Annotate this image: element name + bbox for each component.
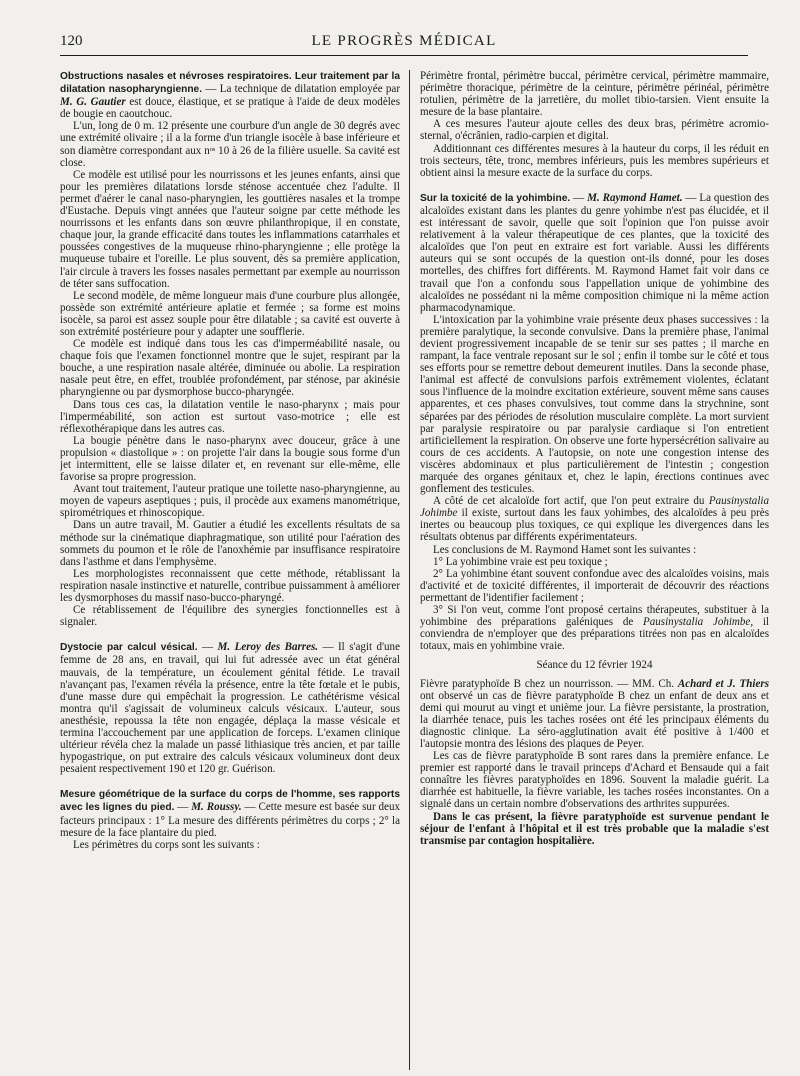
article-dystocia — [60, 641, 400, 775]
conclusion-item: 2° La yohimbine étant souvent confondue avec des alcaloïdes voisins, mais d'activité et de toxicité différentes, il importerait de découvrir des réactions permettant de l'identifier facilement ; — [420, 567, 769, 604]
paragraph: Additionnant ces différentes mesures à la hauteur du corps, il les réduit en trois secteurs, tête, tronc, membres inférieurs, puis les membres supérieurs et obtient ainsi la mesure exacte de la surface du corps. — [420, 142, 769, 179]
running-header — [60, 31, 748, 56]
paragraph: Dans le cas présent, la fièvre paratyphoïde est survenue pendant le séjour de l'enfant à l'hôpital et il est très probable que la maladie s'est transmise par contagion hospitalière. — [420, 810, 769, 847]
article-author: M. Leroy des Barres. — [217, 641, 319, 654]
article-author: M. Roussy. — [191, 801, 242, 814]
right-column — [420, 70, 769, 1070]
article-heading: Fièvre paratyphoïde B chez un nourrisson. — [420, 677, 614, 690]
session-date-heading: Séance du 12 février 1924 — [536, 659, 653, 672]
species-name: Pausinystalia Johimbe, — [643, 616, 754, 629]
article-author: MM. Ch. — [632, 677, 678, 690]
article-lead: Sur la toxicité de la yohimbine. — M. Raymond Hamet. — La question des alcaloïdes existant dans les plantes du genre yohimbe n'est pas élucidée, et il est intéressant de savoir, quelle que soit l'opinion que l'on puisse avoir relativement à la valeur thérapeutique de ces plantes, que la toxicité des alcaloïdes que l'on peut en extraire est fort variable. Aussi les différents auteurs qui se sont occupés de la question ont-ils donné, pour les doses mortelles, des chiffres fort différents. M. Raymond Hamet fait voir dans ce travail que l'on a confondu sous l'appellation unique de yohimbine des alcaloïdes ne possédant ni la même composition chimique ni la même action pharmacodynamique. — [420, 191, 769, 314]
paragraph: Dans tous ces cas, la dilatation ventile le naso-pharynx ; mais pour l'imperméabilité, son action est surtout vaso-motrice ; elle est réflexothérapique dans les autres cas. — [60, 398, 400, 435]
article-paratyphoid — [420, 678, 769, 847]
paragraph: Ce modèle est indiqué dans tous les cas d'imperméabilité nasale, ou chaque fois que l'examen fonctionnel montre que le sujet, respirant par la bouche, a une respiration nasale altérée, diminuée ou abolie. La respiration nasale peut être, en effet, troublée profondément, par sténose, par akinésie pharyngienne ou par dysmorphose bucco-pharyngée. — [60, 338, 400, 399]
paragraph: A côté de cet alcaloïde fort actif, que l'on peut extraire du Pausinystalia Johimbe il existe, surtout dans les faux yohimbes, des alcaloïdes à peu près inertes ou beaucoup plus toxiques, ce qui explique les divergences dans les résultats obtenus par différents expérimentateurs. — [420, 495, 769, 544]
paragraph: L'intoxication par la yohimbine vraie présente deux phases successives : la première paralytique, la seconde convulsive. Dans la première phase, l'animal devient progressivement incapable de se tenir sur ses pattes ; il marche en rampant, la face ventrale reposant sur le sol ; enfin il tombe sur le côté et tous ses efforts pour se remettre debout demeurent inutiles. Dans la seconde phase, l'animal est affecté de convulsions parfois extrêmement violentes, éclatant sous l'influence de la moindre excitation extérieure, souvent même sans causes apparentes, et ces phases convulsives, tout comme dans la strychnine, sont séparées par des périodes de résolution musculaire complète. La mort survient par paralysie respiratoire ou par paralysie cardiaque si l'on entretient artificiellement la respiration. On observe une forte hypersécrétion salivaire au cours de ces accidents. A l'autopsie, on note une congestion intense des viscères abdominaux et plus particulièrement de l'intestin ; congestion marquée des organes génitaux et, chez le lapin, érections continues avec gonflement des testicules. — [420, 313, 769, 496]
conclusion-item: 1° La yohimbine vraie est peu toxique ; — [433, 555, 608, 568]
page-number: 120 — [60, 33, 83, 49]
paragraph: La bougie pénètre dans le naso-pharynx avec douceur, grâce à une propulsion « diastolique » : on projette l'air dans la bougie sous forme d'un jet intermittent, elle se laisse dilater et, en revenant sur elle-même, elle favorise sa propre progression. — [60, 434, 400, 484]
species-name: Pausinystalia Johimbe — [420, 495, 769, 520]
paragraph: Ce rétablissement de l'équilibre des synergies fonctionnelles est à signaler. — [60, 604, 400, 629]
article-body-surface-continued — [420, 70, 769, 179]
left-column — [60, 70, 400, 1070]
paragraph: Les cas de fièvre paratyphoïde B sont rares dans la première enfance. Le premier est rapporté dans le travail princeps d'Achard et Bensaude qui a fait connaître les fièvres paratyphoïdes en 1896. Souvent la maladie guérit. La diarrhée est habituelle, la fièvre variable, les taches rosées inconstantes. On a signalé dans un certain nombre d'observations des arthrites suppurées. — [420, 750, 769, 811]
article-yohimbine — [420, 192, 769, 653]
paragraph: A ces mesures l'auteur ajoute celles des deux bras, périmètre acromio-sternal, o'écrânien, radio-carpien et digital. — [420, 118, 769, 143]
paragraph: Les conclusions de M. Raymond Hamet sont les suivantes : — [433, 543, 697, 556]
article-lead: Obstructions nasales et névroses respiratoires. Leur traitement par la dilatation nasopharyngienne. — La technique de dilatation employée par M. G. Gautier est douce, élastique, et se pratique à l'aide de deux modèles de bougie en caoutchouc. — [60, 71, 400, 121]
article-lead: Mesure géométrique de la surface du corps de l'homme, ses rapports avec les lignes du pied. — M. Roussy. — Cette mesure est basée sur deux facteurs principaux : 1° La mesure des différents périmètres du corps ; 2° la mesure de la face plantaire du pied. — [60, 789, 400, 839]
article-lead: Dystocie par calcul vésical. — M. Leroy des Barres. — Il s'agit d'une femme de 28 ans, en travail, qui lui fut adressée avec un état général mauvais, de la température, un écoulement génital fétide. Le travail n'avançant pas, l'examen révéla la présence, entre la tête fœtale et le pubis, d'une masse dure qui empêchait la progression. Le cathétérisme vésical montra qu'il s'agissait de volumineux calculs vésicaux. L'auteur, sous anesthésie, repoussa la tête non engagée, déplaça la masse vésicale et termina l'accouchement par une application de forceps. L'examen clinique ultérieur révéla chez la malade un passé lithiasique très ancien, et par taille hypogastrique, on put extraire des calculs vésicaux volumineux dont deux pesaient respectivement 190 et 120 gr. Guérison. — [60, 641, 400, 776]
article-heading: Mesure géométrique de la surface du corps de l'homme, ses rapports avec les lignes du pied. — [60, 789, 400, 814]
article-author: M. G. Gautier — [60, 96, 126, 109]
article-nasal-obstruction — [60, 70, 400, 628]
article-body-surface — [60, 788, 400, 850]
article-lead: Fièvre paratyphoïde B chez un nourrisson. — MM. Ch. Achard et J. Thiers ont observé un cas de fièvre paratyphoïde B chez un enfant de deux ans et demi qui mourut au vingt et unième jour. La fièvre persistante, la prostration, la diarrhée tenace, puis les taches rosées ont été les principaux éléments du diagnostic clinique. La séro-agglutination avait été positive à 1/400 et l'autopsie montra des lésions des plaques de Peyer. — [420, 677, 769, 750]
paragraph: Le second modèle, de même longueur mais d'une courbure plus allongée, possède son extrémité antérieure aplatie et fermée ; sa forme est moins isocèle, sa paroi est assez souple pour être dilatable ; sa cavité est ouverte à son extrémité postérieure pour y adapter une soufflerie. — [60, 289, 400, 338]
journal-title: LE PROGRÈS MÉDICAL — [311, 33, 497, 49]
conclusion-item: 3° Si l'on veut, comme l'ont proposé certains thérapeutes, substituer à la yohimbine des préparations galéniques de Pausinystalia Johimbe, il conviendra de n'employer que des préparations titrées non pas en alcaloïdes totaux, mais en yohimbine vraie. — [420, 604, 769, 653]
paragraph: Les périmètres du corps sont les suivants : — [73, 838, 260, 851]
article-author: M. Raymond Hamet. — [587, 191, 683, 204]
paragraph: Ce modèle est utilisé pour les nourrissons et les jeunes enfants, ainsi que pour les premières dilatations lorsde sténose accentuée chez l'adulte. Il permet d'aérer le canal naso-pharyngien, les gouttières nasales et la trompe d'Eustache. Depuis vingt années que l'auteur soigne par cette méthode les nourrissons et les enfants dans son œuvre philanthropique, il en constate, chaque jour, la grande efficacité dans toutes les inflammations catarrhales et poussées congestives de la muqueuse rhino-pharyngienne ; elle protège la muqueuse tubaire et l'oreille. Le plus souvent, dès sa première application, l'air circule à travers les fosses nasales permettant par exemple au nourrisson de téter sans suffocation. — [60, 168, 400, 290]
paragraph: Dans un autre travail, M. Gautier a étudié les excellents résultats de sa méthode sur la cinématique diaphragmatique, son utilité pour l'aération des sommets du poumon et le rôle de l'anoxhémie par insuffisance respiratoire dans l'asthme et dans l'emphysème. — [60, 519, 400, 568]
paragraph: L'un, long de 0 m. 12 présente une courbure d'un angle de 30 degrés avec une extrémité olivaire ; il a la forme d'un triangle isocèle à base inférieure et son diamètre correspondant aux nᵒˢ 10 à 26 de la filière usuelle. Sa cavité est close. — [60, 120, 400, 169]
paragraph: Les morphologistes reconnaissent que cette méthode, rétablissant la respiration nasale instinctive et naturelle, contribue puissamment à améliorer les dysmorphoses du massif naso-bucco-pharyngé. — [60, 567, 400, 605]
paragraph: Avant tout traitement, l'auteur pratique une toilette naso-pharyngienne, au moyen de vapeurs aseptiques ; puis, il procède aux examens manométrique, spirométriques et rhinoscopique. — [60, 483, 400, 520]
paragraph: Périmètre frontal, périmètre buccal, périmètre cervical, périmètre mammaire, périmètre thoracique, périmètre de la ceinture, périmètre périnéal, périmètre rotulien, périmètre de la jarretière, du mollet tibio-tarsien. Vient ensuite la mesure de la base plantaire. — [420, 70, 769, 119]
article-heading: Obstructions nasales et névroses respiratoires. Leur traitement par la dilatation nasopharyngienne. — [60, 71, 400, 96]
column-divider — [409, 70, 410, 1070]
article-heading: Dystocie par calcul vésical. — [60, 642, 198, 654]
article-author: Achard et J. Thiers — [677, 677, 769, 690]
article-heading: Sur la toxicité de la yohimbine. — [420, 192, 571, 204]
